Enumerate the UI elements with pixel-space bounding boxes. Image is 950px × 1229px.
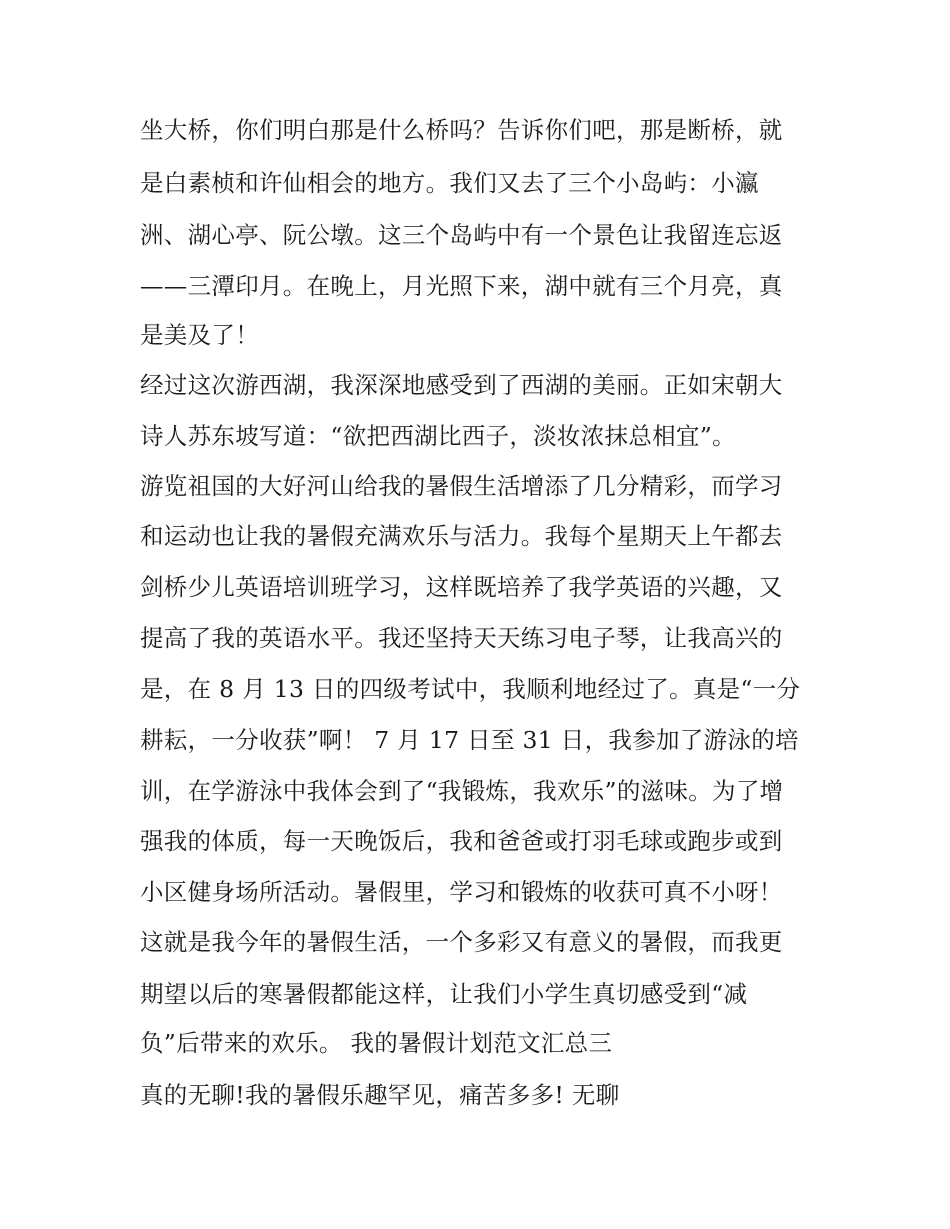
text-line: 坐大桥，你们明白那是什么桥吗？告诉你们吧，那是断桥，就 [140, 116, 783, 144]
text-line: 剑桥少儿英语培训班学习，这样既培养了我学英语的兴趣，又 [140, 573, 783, 601]
text-line: 是白素桢和许仙相会的地方。我们又去了三个小岛屿：小瀛 [140, 169, 759, 197]
text-line: 小区健身场所活动。暑假里，学习和锻炼的收获可真不小呀！ [140, 878, 783, 906]
text-line: ——三潭印月。在晚上，月光照下来，湖中就有三个月亮，真 [140, 272, 783, 300]
text-line: 真的无聊!我的暑假乐趣罕见，痛苦多多! 无聊 [140, 1081, 620, 1109]
text-line: 负”后带来的欢乐。 我的暑假计划范文汇总三 [140, 1029, 613, 1057]
text-line: 耕耘，一分收获”啊！ 7 月 17 日至 31 日，我参加了游泳的培 [140, 726, 799, 754]
text-line: 强我的体质，每一天晚饭后，我和爸爸或打羽毛球或跑步或到 [140, 827, 783, 855]
text-line: 经过这次游西湖，我深深地感受到了西湖的美丽。正如宋朝大 [140, 371, 783, 399]
text-line: 游览祖国的大好河山给我的暑假生活增添了几分精彩，而学习 [140, 472, 783, 500]
text-line: 和运动也让我的暑假充满欢乐与活力。我每个星期天上午都去 [140, 522, 783, 550]
text-line: 是，在 8 月 13 日的四级考试中，我顺利地经过了。真是“一分 [140, 675, 801, 703]
text-line: 提高了我的英语水平。我还坚持天天练习电子琴，让我高兴的 [140, 624, 783, 652]
text-line: 期望以后的寒暑假都能这样，让我们小学生真切感受到“减 [140, 980, 748, 1008]
text-line: 训，在学游泳中我体会到了“我锻炼，我欢乐”的滋味。为了增 [140, 777, 784, 805]
text-line: 是美及了！ [140, 321, 259, 349]
text-line: 诗人苏东坡写道：“欲把西湖比西子，淡妆浓抹总相宜”。 [140, 422, 736, 450]
text-line: 这就是我今年的暑假生活，一个多彩又有意义的暑假，而我更 [140, 928, 783, 956]
text-line: 洲、湖心亭、阮公墩。这三个岛屿中有一个景色让我留连忘返 [140, 221, 783, 249]
